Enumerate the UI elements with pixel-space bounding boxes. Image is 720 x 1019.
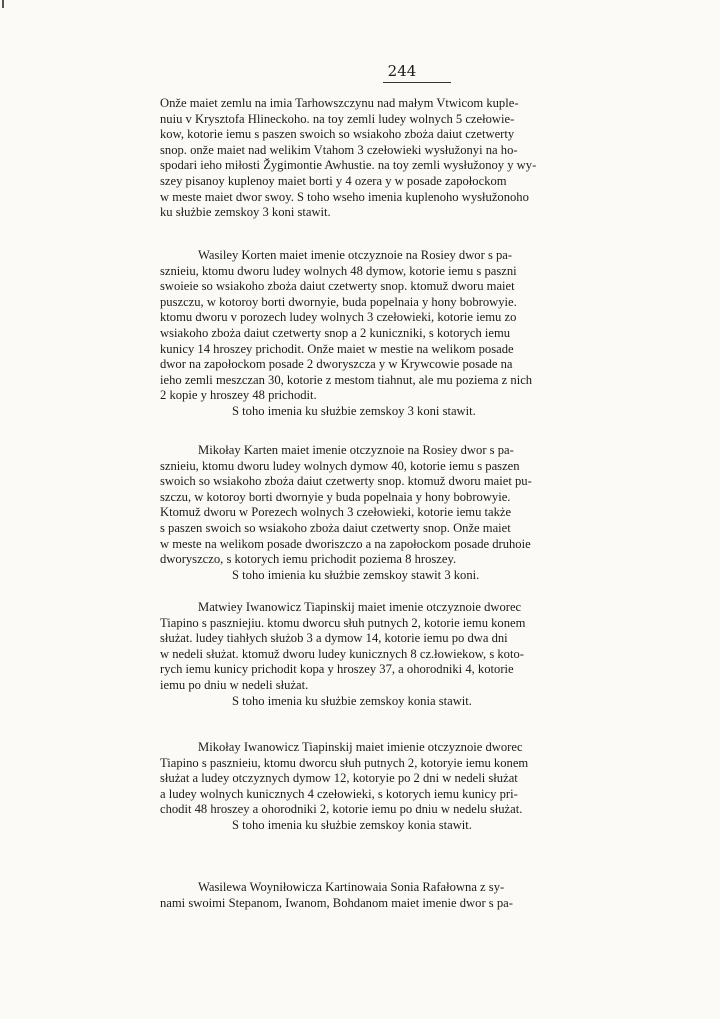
text-line: dwor na zapołockom posade 2 dworyszcza y w Krywcowie posade na [160, 357, 513, 372]
paragraph-wasilewa-woynilowicza [160, 880, 666, 911]
text-line: Tiapino s paszniejiu. ktomu dworcu słuh putnych 2, kotorie iemu konem [160, 615, 526, 630]
paragraph-mikolay-karten [160, 443, 666, 583]
text-line: puszczu, w kotoroy borti dwornyie, buda popelnaia y hony bobrowyie. [160, 294, 517, 309]
paragraph-wasiley-korten [160, 248, 666, 420]
text-line: sznieiu, ktomu dworu ludey wolnych 48 dymow, kotorie iemu s paszni [160, 263, 517, 278]
text-line: nuiu v Krysztofa Hlineckoho. na toy zemli ludey wolnych 5 czełowie- [160, 111, 515, 126]
text-line: a ludey wolnych kunicznych 4 czełowieki, s kotorych iemu kunicy pri- [160, 786, 518, 801]
text-line: Wasilewa Woyniłowicza Kartinowaia Sonia Rafałowna z sy- [198, 880, 505, 894]
text-line: swoich so wsiakoho zboża daiut czetwerty snop. ktomuž dworu maiet pu- [160, 474, 532, 489]
text-line: Mikołay Karten maiet imenie otczyznoie na Rosiey dwor s pa- [198, 443, 514, 457]
text-line: Tiapino s pasznieiu, ktomu dworcu słuh putnych 2, kotoryie iemu konem [160, 755, 529, 770]
margin-mark [2, 0, 4, 8]
text-line: Matwiey Iwanowicz Tiapinskij maiet imenie otczyznoie dworec [198, 600, 522, 614]
text-line: ktomu dworu v porozech ludey wolnych 3 czełowieki, kotorie iemu zo [160, 310, 517, 325]
text-line: snop. onže maiet nad welikim Vtahom 3 czełowieki wysłužonyi na ho- [160, 142, 518, 157]
text-line-obligation: S toho imienia ku służbie zemskoy stawit 3 koni. [232, 567, 480, 582]
paragraph-tarhowszczyna [160, 96, 666, 221]
text-line-obligation: S toho imenia ku służbie zemskoy konia stawit. [232, 817, 472, 832]
page-number: 244 [387, 62, 417, 80]
text-line: służat a ludey otczyznych dymow 12, kotoryie po 2 dni w nedeli służat [160, 771, 518, 786]
text-line: s paszen swoich so wsiakoho zboża daiut czetwerty snop. Onže maiet [160, 520, 511, 535]
text-line: rych iemu kunicy prichodit kopa y hroszey 37, a ohorodniki 4, kotorie [160, 662, 514, 677]
text-line: Ktomuž dworu w Porezech wolnych 3 czełowieki, kotorie iemu także [160, 505, 512, 520]
text-line: iemu po dniu w nedeli służat. [160, 677, 309, 692]
text-line: kunicy 14 hroszey prichodit. Onže maiet w mestie na welikom posade [160, 341, 514, 356]
text-line: spodari ieho miłosti Žygimontie Awhustie. na toy zemli wysłužonoy y wy- [160, 158, 537, 173]
text-line: Mikołay Iwanowicz Tiapinskij maiet imienie otczyznoie dworec [198, 740, 523, 754]
text-line: szczu, w kotoroy borti dwornyie y buda popelnaia y hony bobrowyie. [160, 489, 511, 504]
text-line: służat. ludey tiahłych służob 3 a dymow 14, kotorie iemu po dwa dni [160, 631, 508, 646]
text-line: w meste maiet dwor swoy. S toho wseho imenia kuplenoho wysłužonoho [160, 189, 529, 204]
paragraph-mikolay-tiapinskij [160, 740, 666, 834]
text-line: chodit 48 hroszey a ohorodniki 2, kotorie iemu po dniu w nedelu służat. [160, 802, 523, 817]
text-line: Onže maiet zemlu na imia Tarhowszczynu nad małym Vtwicom kuple- [160, 96, 519, 110]
text-line: swoieie so wsiakoho zboża daiut czetwerty snop. ktomuž dworu maiet [160, 279, 515, 294]
page-number-rule [383, 82, 451, 83]
text-line: ku służbie zemskoy 3 koni stawit. [160, 205, 331, 220]
text-line: ieho zemli meszczan 30, kotorie z mestom tiahnut, ale mu poziema z nich [160, 372, 533, 387]
text-line: sznieiu, ktomu dworu ludey wolnych dymow 40, kotorie iemu s paszen [160, 458, 520, 473]
text-line-obligation: S toho imenia ku służbie zemskoy 3 koni stawit. [232, 403, 476, 418]
text-line: Wasiley Korten maiet imenie otczyznoie na Rosiey dwor s pa- [198, 248, 513, 262]
text-line: w meste na welikom posade dworiszczo a na zapołockom posade druhoie [160, 536, 531, 551]
text-line: szey pisanoy kuplenoy maiet borti y 4 ozera y w posade zapołockom [160, 173, 507, 188]
text-line: w nedeli służat. ktomuž dworu ludey kunicznych 8 cz.łowiekow, s koto- [160, 646, 524, 661]
text-line: kow, kotorie iemu s paszen swoich so wsiakoho zboża daiut czetwerty [160, 127, 515, 142]
text-line: nami swoimi Stepanom, Iwanom, Bohdanom maiet imenie dwor s pa- [160, 895, 513, 910]
text-line: dworyszczo, s kotorych iemu prichodit poziema 8 hroszey. [160, 552, 457, 567]
text-line: 2 kopie y hroszey 48 prichodit. [160, 388, 317, 403]
text-line-obligation: S toho imenia ku służbie zemskoy konia stawit. [232, 693, 472, 708]
paragraph-matwiey-tiapinskij [160, 600, 666, 709]
text-line: wsiakoho zboża daiut czetwerty snop a 2 kuniczniki, s kotorych iemu [160, 325, 511, 340]
